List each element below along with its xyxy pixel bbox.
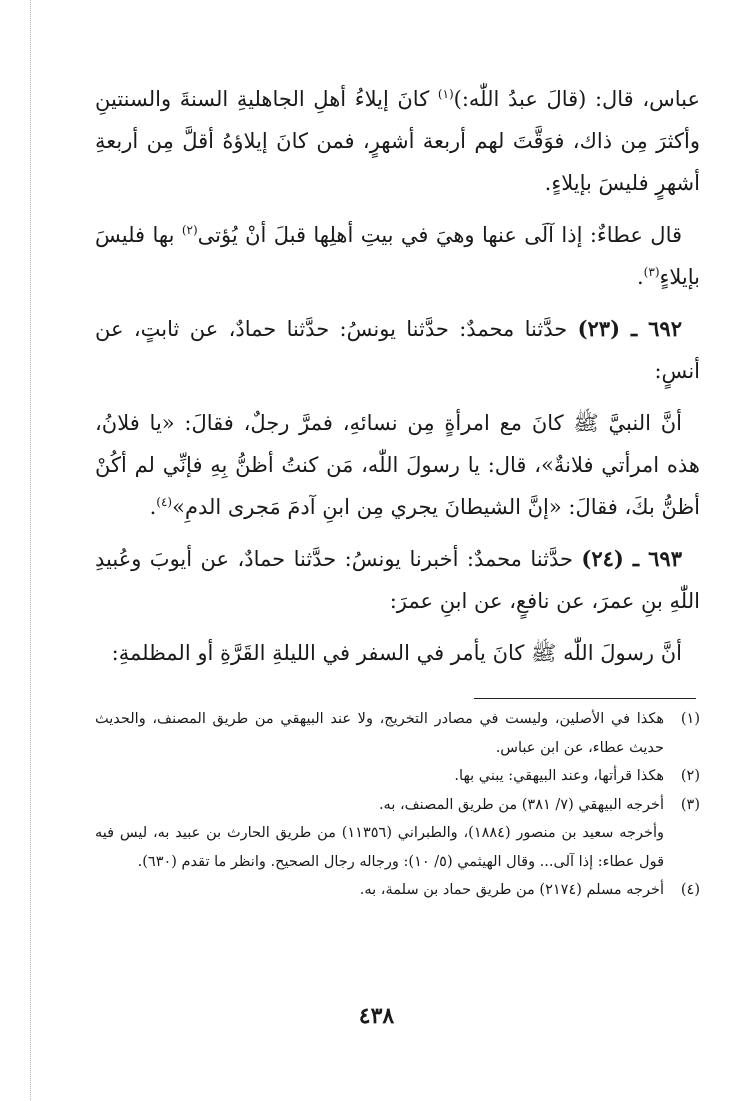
hadith-number: ٦٩٢ ـ (٢٣) [577,316,682,341]
footnote-text: أخرجه مسلم (٢١٧٤) من طريق حماد بن سلمة، به. [359,882,664,898]
hadith-693-isnad [95,538,700,622]
footnote-4 [95,876,700,905]
footnote-number: (٢) [680,768,700,784]
footnote-marker[interactable]: (١) [437,87,454,101]
text-run: . [149,495,157,519]
scan-margin-line [30,0,31,1101]
page-number: ٤٣٨ [358,1003,395,1029]
footnote-marker[interactable]: (٣) [643,265,660,279]
hadith-692-isnad [95,308,700,392]
paragraph-ata [95,214,700,298]
footnote-number: (٤) [680,882,700,898]
hadith-693-matn [95,632,700,674]
main-text [95,78,700,684]
text-run: بها فليسَ بإيلاءٍ [95,223,700,289]
text-run: عباس، قال: (قالَ عبدُ اللّٰه:) [453,87,700,111]
matn-text: أنَّ النبيَّ ﷺ كانَ مع امرأةٍ مِن نسائهِ، فمرَّ رجلٌ، فقالَ: «يا فلانُ، هذه امرأتي فلانةٌ»، قال: يا رسولَ اللّٰه، مَن كنتُ أظنُّ بِهِ فإنِّي لم أكُنْ أظنُّ بكَ، فقالَ: «إنَّ الشيطانَ يجري مِن ابنِ آدمَ مَجرى الدمِ» [95,411,700,519]
footnote-3-continuation [95,819,700,876]
footnote-3 [95,791,700,820]
paragraph-continuation [95,78,700,204]
matn-text: أنَّ رسولَ اللّٰه ﷺ كانَ يأمر في السفر في الليلةِ القَرَّةِ أو المظلمةِ: [111,641,682,665]
isnad-text: حدَّثنا محمدٌ: حدَّثنا يونسُ: حدَّثنا حمادٌ، عن ثابتٍ، عن أنسٍ: [95,317,700,383]
footnote-marker[interactable]: (٤) [156,495,173,509]
hadith-692-matn [95,402,700,528]
footnote-number: (٣) [680,796,700,813]
footnote-text: وأخرجه سعيد بن منصور (١٨٨٤)، والطبراني (١١٣٥٦) من طريق الحارث بن عبيد به، ليس فيه قول عطاء: إذا آلى... وقال الهيثمي (٥/ ١٠): ورجاله رجال الصحيح. وانظر ما تقدم (٦٣٠). [95,825,664,870]
isnad-text: حدَّثنا محمدٌ: أخبرنا يونسُ: حدَّثنا حمادٌ، عن أيوبَ وعُبيدِ اللّٰهِ بنِ عمرَ، عن نافعٍ، عن ابنِ عمرَ: [95,547,700,613]
footnote-separator [474,698,696,699]
footnote-text: هكذا في الأصلين، وليست في مصادر التخريج، ولا عند البيهقي من طريق المصنف، والحديث حديث عطاء، عن ابن عباس. [95,711,664,756]
footnote-text: أخرجه البيهقي (٧/ ٣٨١) من طريق المصنف، به. [378,796,664,813]
hadith-number: ٦٩٣ ـ (٢٤) [581,546,682,571]
footnote-text: هكذا قرأتها، وعند البيهقي: يبني بها. [454,768,664,784]
footnote-2 [95,762,700,791]
footnote-1 [95,705,700,762]
text-run: . [636,265,644,289]
footnote-number: (١) [680,711,700,727]
footnotes [95,705,700,905]
text-run: كانَ إيلاءُ أهلِ الجاهليةِ السنةَ والسنتينِ وأكثرَ مِن ذاك، فوَقَّتَ لهم أربعة أشهرٍ، فمن كانَ إيلاؤهُ أقلَّ مِن أربعةِ أشهرٍ فليسَ بإيلاءٍ. [95,87,700,195]
footnote-marker[interactable]: (٢) [181,223,198,237]
text-run: قال عطاءٌ: إذا آلَى عنها وهيَ في بيتِ أهلِها قبلَ أنْ يُؤتى [197,223,683,247]
